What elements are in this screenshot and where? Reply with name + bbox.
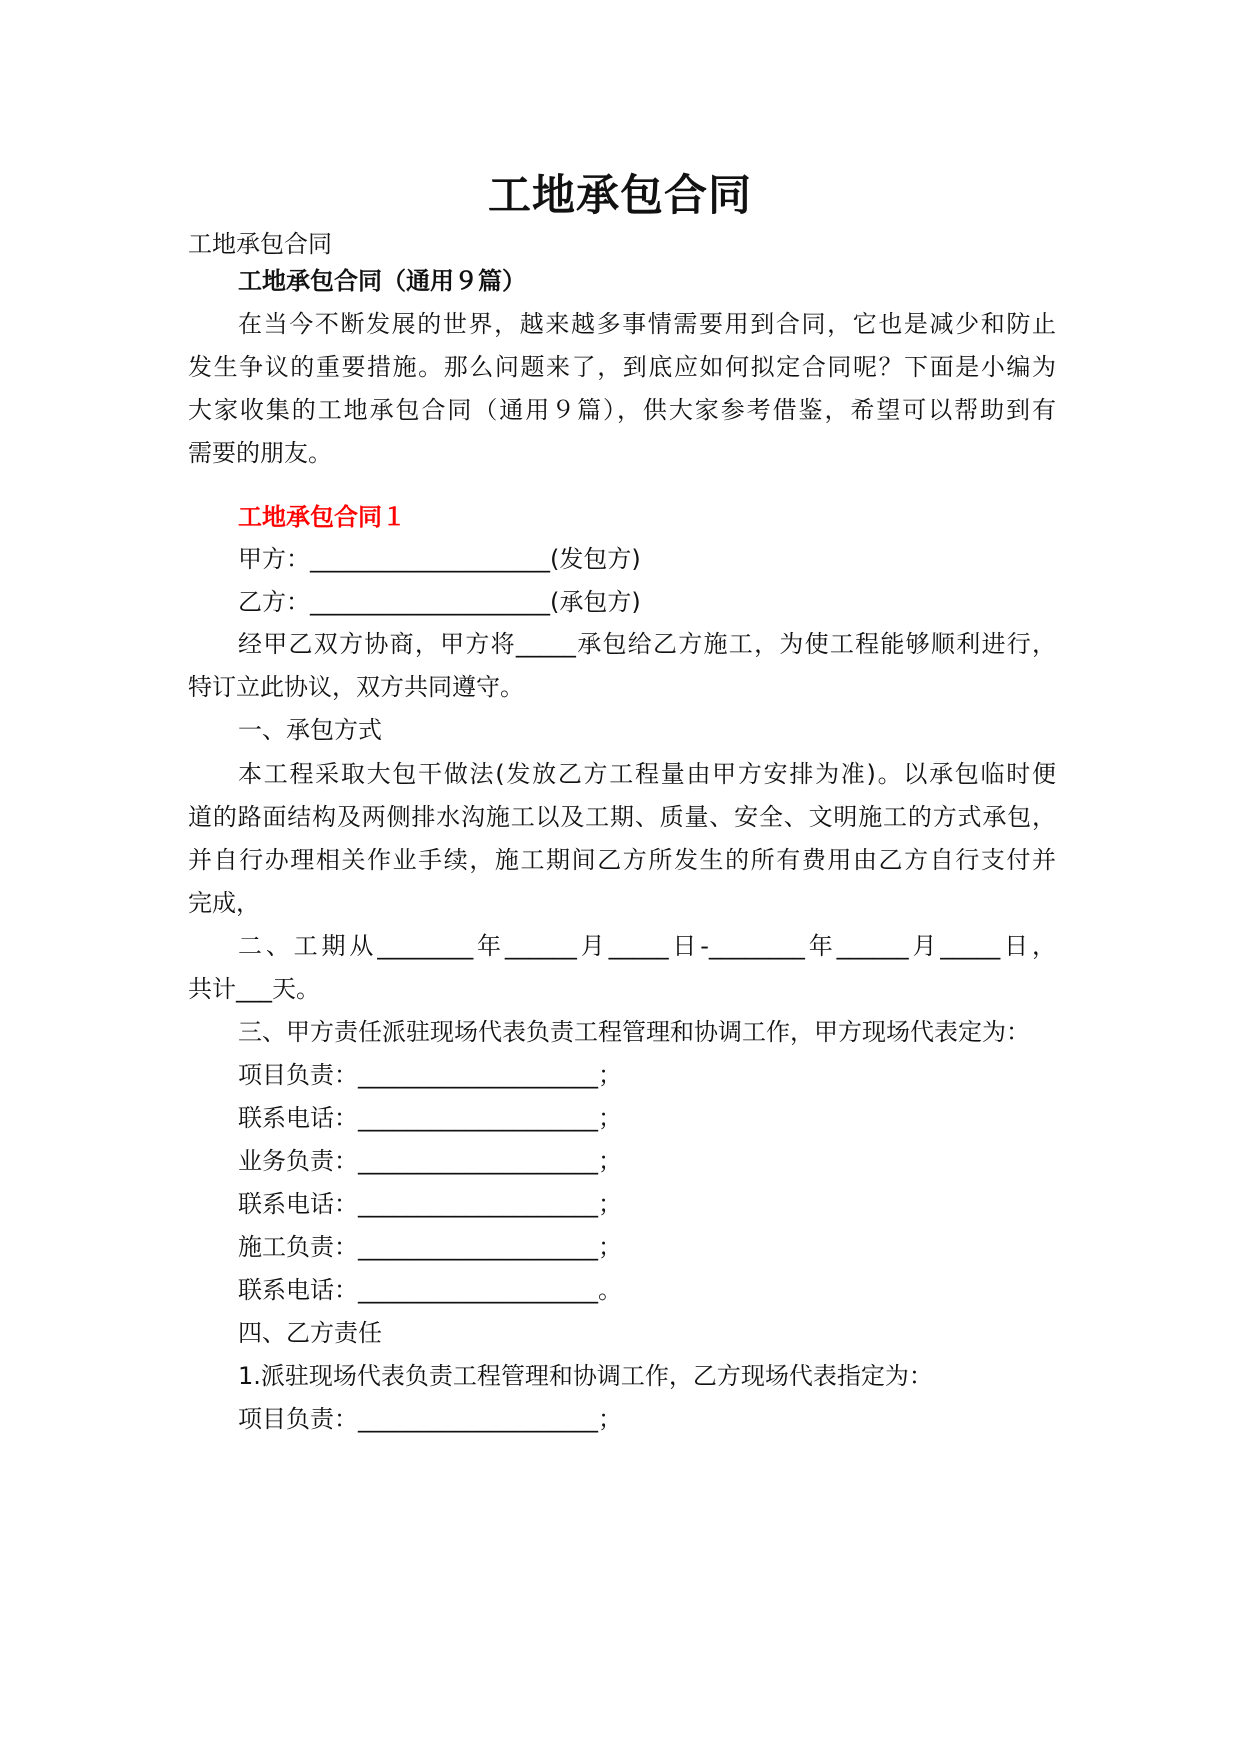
clause3-item: 联系电话：____________________。	[238, 1276, 622, 1304]
party-b-line: 乙方：____________________(承包方)	[238, 588, 641, 616]
document-title: 工地承包合同	[488, 171, 752, 221]
clause1-line: 本工程采取大包干做法(发放乙方工程量由甲方安排为准)。以承包临时便	[238, 760, 1056, 788]
clause1-line: 完成，	[188, 889, 260, 917]
clause2-line: 共计___天。	[188, 975, 320, 1003]
clause3-title: 三、甲方责任派驻现场代表负责工程管理和协调工作，甲方现场代表定为：	[238, 1018, 1030, 1046]
clause1-line: 道的路面结构及两侧排水沟施工以及工期、质量、安全、文明施工的方式承包，	[188, 803, 1056, 831]
clause3-item: 联系电话：____________________；	[238, 1104, 622, 1132]
clause3-item: 联系电话：____________________；	[238, 1190, 622, 1218]
intro-line: 发生争议的重要措施。那么问题来了，到底应如何拟定合同呢？下面是小编为	[188, 353, 1056, 381]
agreement-line: 特订立此协议，双方共同遵守。	[188, 673, 524, 701]
clause3-item: 项目负责：____________________；	[238, 1061, 622, 1089]
intro-line: 大家收集的工地承包合同（通用９篇），供大家参考借鉴，希望可以帮助到有	[188, 396, 1056, 424]
document-heading: 工地承包合同（通用９篇）	[238, 267, 526, 295]
intro-line: 在当今不断发展的世界，越来越多事情需要用到合同，它也是减少和防止	[238, 310, 1056, 338]
clause1-title: 一、承包方式	[238, 716, 382, 744]
clause3-item: 业务负责：____________________；	[238, 1147, 622, 1175]
clause4-title: 四、乙方责任	[238, 1319, 382, 1347]
section-heading: 工地承包合同１	[238, 503, 406, 531]
agreement-line: 经甲乙双方协商，甲方将_____承包给乙方施工，为使工程能够顺利进行，	[238, 630, 1056, 658]
clause3-item: 施工负责：____________________；	[238, 1233, 622, 1261]
intro-line: 需要的朋友。	[188, 439, 332, 467]
document-subtitle: 工地承包合同	[188, 230, 332, 258]
clause1-line: 并自行办理相关作业手续，施工期间乙方所发生的所有费用由乙方自行支付并	[188, 846, 1056, 874]
clause4-subitem: 项目负责：____________________；	[238, 1405, 622, 1433]
clause4-item: 1.派驻现场代表负责工程管理和协调工作，乙方现场代表指定为：	[238, 1362, 933, 1390]
clause2-line: 二、工期从________年______月_____日-________年______月_____日，	[238, 932, 1056, 960]
party-a-line: 甲方：____________________(发包方)	[238, 545, 641, 573]
